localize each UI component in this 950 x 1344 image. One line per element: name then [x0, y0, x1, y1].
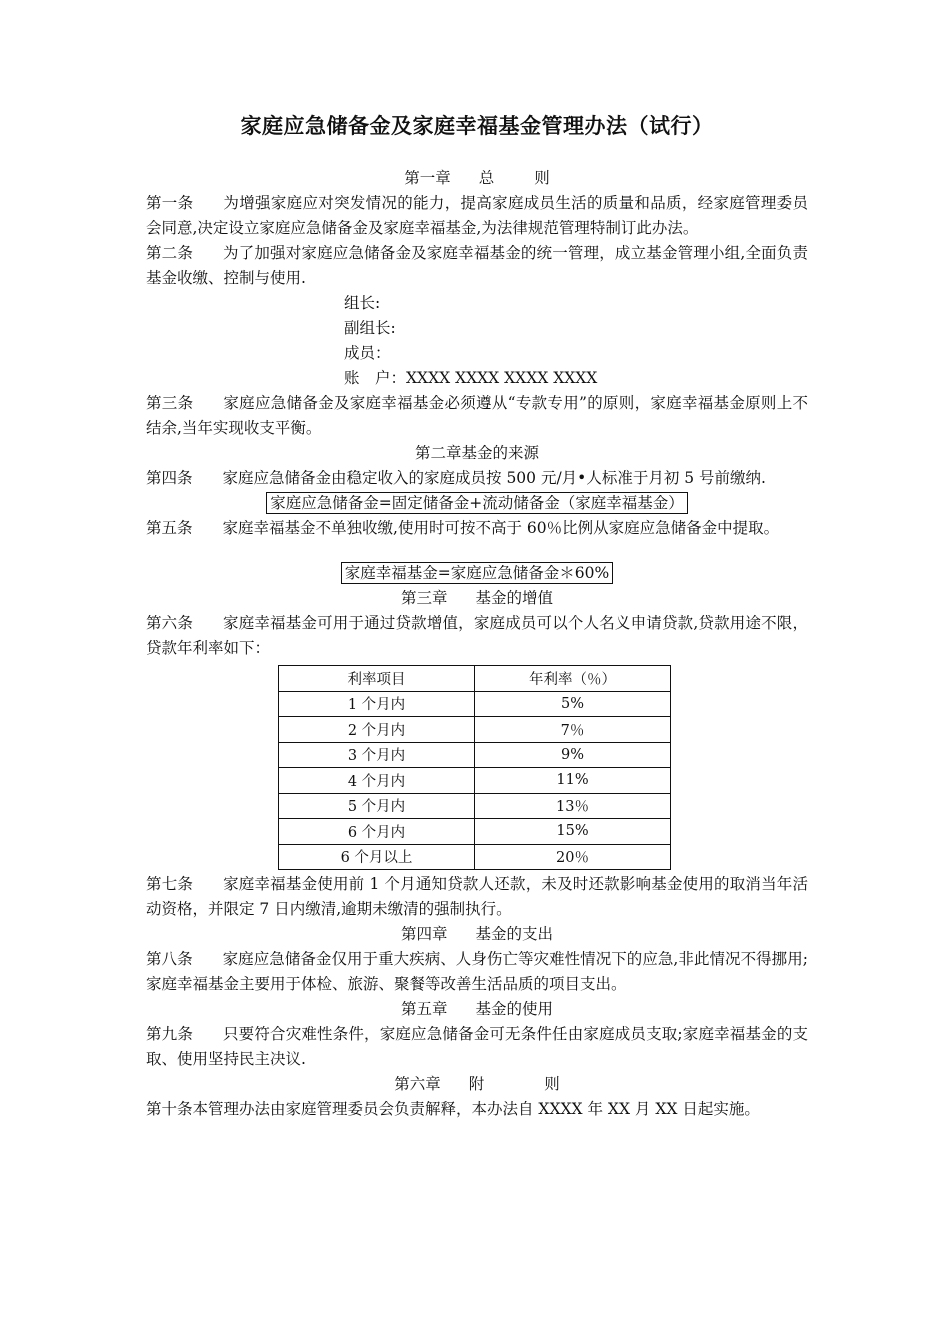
- table-header-cell: 利率项目: [279, 666, 475, 692]
- chapter-4-heading: 第四章 基金的支出: [400, 925, 554, 943]
- management-group: [146, 291, 808, 391]
- table-cell: 20％: [475, 844, 671, 870]
- table-cell: 3 个月内: [279, 742, 475, 768]
- table-cell: 13％: [475, 793, 671, 819]
- article-text: 家庭幸福基金可用于通过贷款增值，家庭成员可以个人名义申请贷款,贷款用途不限，贷款年利率如下：: [146, 614, 808, 657]
- table-cell: 4 个月内: [279, 768, 475, 794]
- table-cell: 7％: [475, 717, 671, 743]
- article-text: 家庭应急储备金仅用于重大疾病、人身伤亡等灾难性情况下的应急,非此情况不得挪用;家庭幸福基金主要用于体检、旅游、聚餐等改善生活品质的项目支出。: [146, 950, 808, 993]
- formula-box: 家庭幸福基金=家庭应急储备金＊60%: [341, 562, 613, 584]
- table-cell: 11%: [475, 768, 671, 794]
- group-account: 账 户：XXXX XXXX XXXX XXXX: [344, 369, 598, 387]
- article-10: 第十条本管理办法由家庭管理委员会负责解释，本办法自 XXXX 年 XX 月 XX 日起实施。: [146, 1100, 760, 1118]
- chapter-6-heading: 第六章 附 则: [394, 1075, 560, 1093]
- table-cell: 15%: [475, 819, 671, 845]
- table-cell: 5%: [475, 691, 671, 717]
- article-number: 第五条: [146, 519, 193, 537]
- table-row: [279, 844, 671, 870]
- article-number: 第八条: [146, 950, 193, 968]
- formula-2-line: [146, 561, 808, 586]
- article-text: 家庭应急储备金及家庭幸福基金必须遵从“专款专用”的原则，家庭幸福基金原则上不结余,当年实现收支平衡。: [146, 394, 808, 437]
- article-2: [146, 241, 808, 291]
- table-cell: 5 个月内: [279, 793, 475, 819]
- table-row: [279, 793, 671, 819]
- article-7: [146, 872, 808, 922]
- article-number: 第二条: [146, 244, 194, 262]
- document-title: 家庭应急储备金及家庭幸福基金管理办法（试行）: [240, 113, 714, 138]
- article-number: 第六条: [146, 614, 194, 632]
- article-text: 只要符合灾难性条件，家庭应急储备金可无条件任由家庭成员支取;家庭幸福基金的支取、使用坚持民主决议.: [146, 1025, 808, 1068]
- table-row: [279, 691, 671, 717]
- interest-rate-table: [278, 665, 671, 870]
- group-leader: 组长:: [344, 294, 381, 312]
- article-number: 第一条: [146, 194, 194, 212]
- table-row: [279, 717, 671, 743]
- table-cell: 6 个月内: [279, 819, 475, 845]
- group-deputy: 副组长:: [344, 319, 396, 337]
- article-text: 为了加强对家庭应急储备金及家庭幸福基金的统一管理，成立基金管理小组,全面负责基金收缴、控制与使用.: [146, 244, 808, 287]
- formula-1-line: [146, 491, 808, 516]
- table-row: [279, 768, 671, 794]
- table-header-row: [279, 666, 671, 692]
- document-page: [146, 110, 808, 1122]
- article-6: [146, 611, 808, 661]
- article-4: [146, 466, 808, 491]
- article-number: 第九条: [146, 1025, 194, 1043]
- group-members: 成员：: [344, 344, 391, 362]
- table-cell: 6 个月以上: [279, 844, 475, 870]
- article-text: 家庭幸福基金不单独收缴,使用时可按不高于 60％比例从家庭应急储备金中提取。: [222, 519, 780, 537]
- article-5: [146, 516, 808, 541]
- article-number: 第四条: [146, 469, 193, 487]
- table-cell: 2 个月内: [279, 717, 475, 743]
- table-header-cell: 年利率（％）: [475, 666, 671, 692]
- chapter-2-heading: 第二章基金的来源: [414, 444, 539, 462]
- article-number: 第七条: [146, 875, 194, 893]
- article-number: 第三条: [146, 394, 194, 412]
- chapter-1-heading: 第一章 总 则: [404, 169, 550, 187]
- table-row: [279, 819, 671, 845]
- table-cell: 9%: [475, 742, 671, 768]
- article-9: [146, 1022, 808, 1072]
- chapter-3-heading: 第三章 基金的增值: [400, 589, 554, 607]
- table-row: [279, 742, 671, 768]
- chapter-5-heading: 第五章 基金的使用: [400, 1000, 554, 1018]
- article-text: 为增强家庭应对突发情况的能力，提高家庭成员生活的质量和品质，经家庭管理委员会同意,决定设立家庭应急储备金及家庭幸福基金,为法律规范管理特制订此办法。: [146, 194, 808, 237]
- article-3: [146, 391, 808, 441]
- article-text: 家庭幸福基金使用前 1 个月通知贷款人还款，未及时还款影响基金使用的取消当年活动资格，并限定 7 日内缴清,逾期未缴清的强制执行。: [146, 875, 808, 918]
- article-8: [146, 947, 808, 997]
- article-text: 家庭应急储备金由稳定收入的家庭成员按 500 元/月•人标准于月初 5 号前缴纳.: [222, 469, 766, 487]
- table-cell: 1 个月内: [279, 691, 475, 717]
- formula-box: 家庭应急储备金=固定储备金+流动储备金（家庭幸福基金）: [266, 492, 687, 514]
- article-1: [146, 191, 808, 241]
